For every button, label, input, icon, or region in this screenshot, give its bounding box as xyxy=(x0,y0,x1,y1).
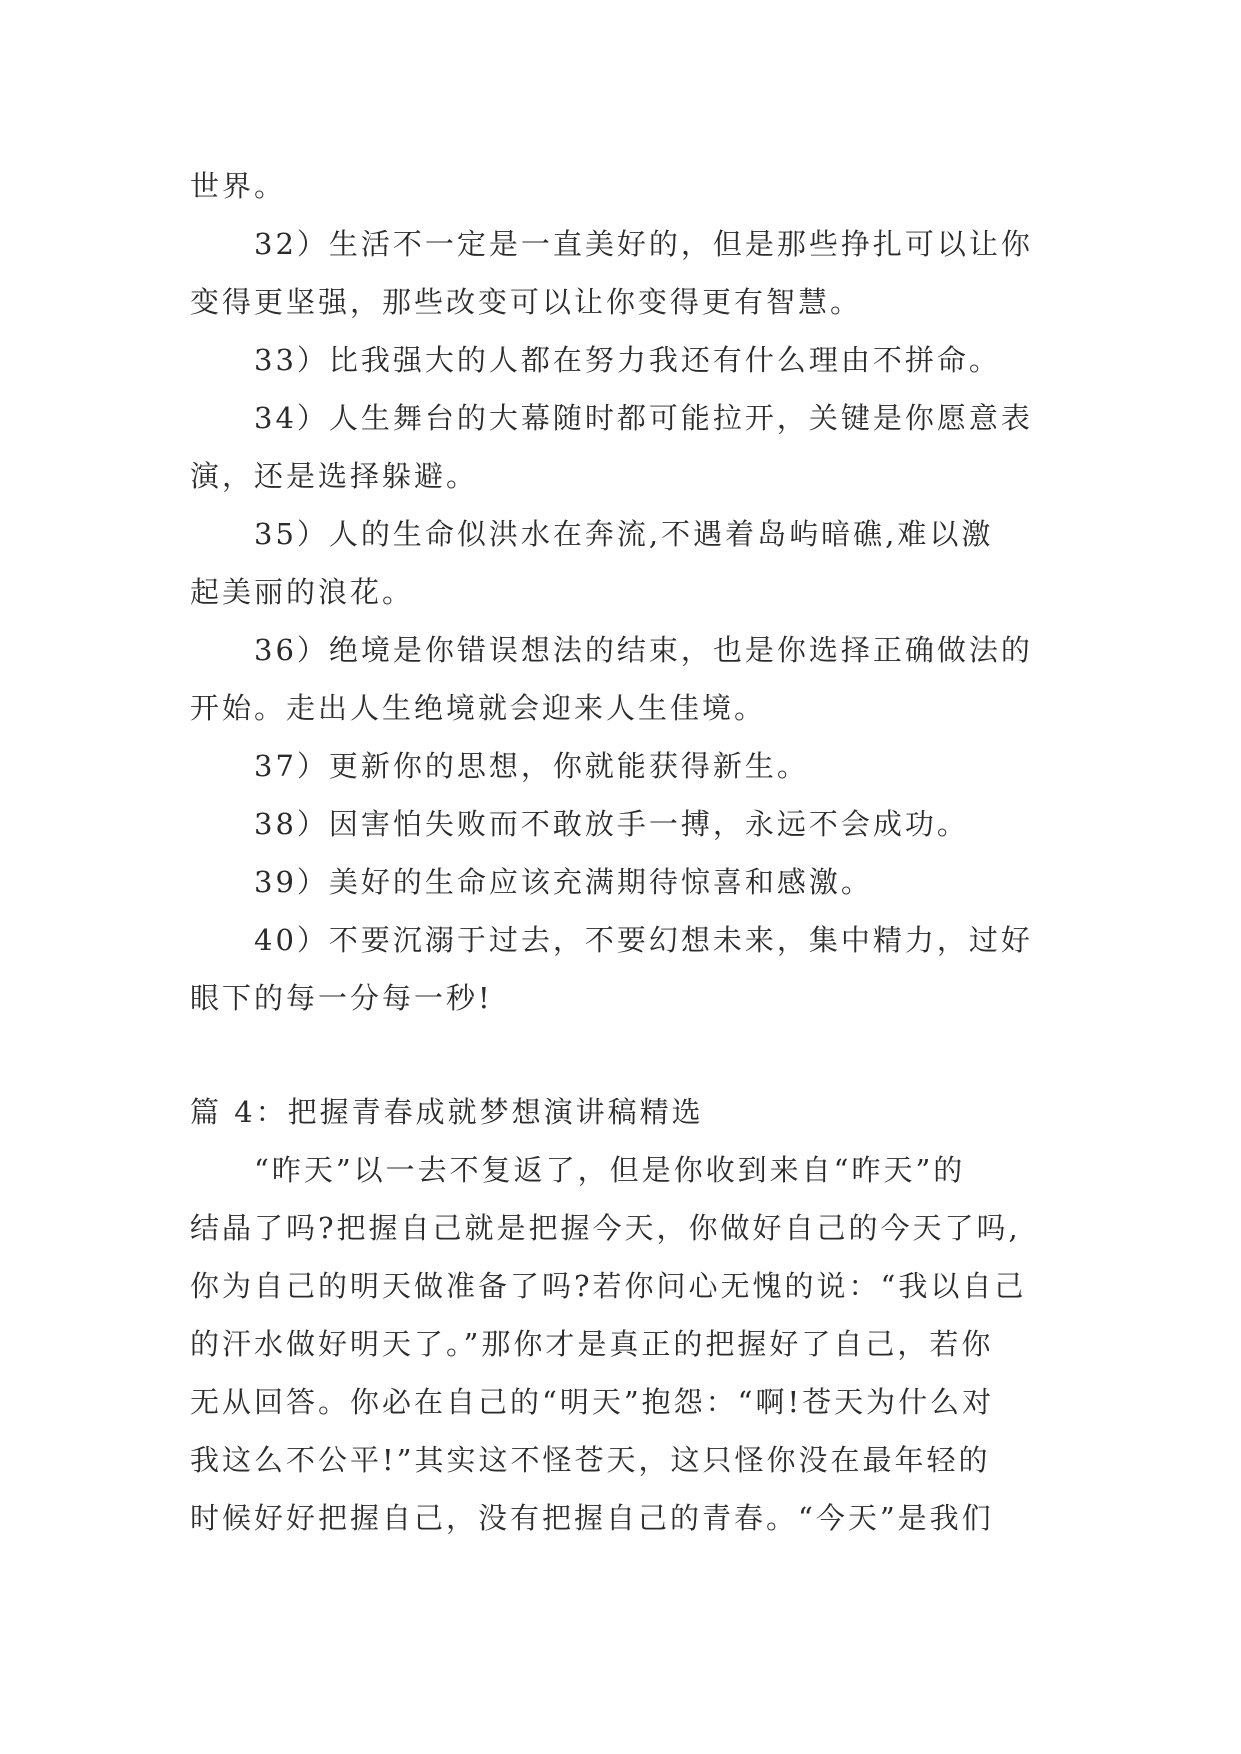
text-line: 世界。 xyxy=(190,169,287,203)
paragraph-line: 的汗水做好明天了。”那你才是真正的把握好了自己，若你 xyxy=(190,1327,994,1361)
text-line: 变得更坚强，那些改变可以让你变得更有智慧。 xyxy=(190,285,863,319)
list-item-33: 33）比我强大的人都在努力我还有什么理由不拼命。 xyxy=(254,343,1001,377)
list-item-35: 35）人的生命似洪水在奔流,不遇着岛屿暗礁,难以激 xyxy=(254,517,994,551)
paragraph-line: 无从回答。你必在自己的“明天”抱怨：“啊!苍天为什么对 xyxy=(190,1385,995,1419)
paragraph-line: 我这么不公平!”其实这不怪苍天，这只怪你没在最年轻的 xyxy=(190,1443,991,1477)
section-body xyxy=(190,1141,1060,1547)
list-item-34: 34）人生舞台的大幕随时都可能拉开，关键是你愿意表 xyxy=(254,401,1033,435)
section-heading: 篇 4：把握青春成就梦想演讲稿精选 xyxy=(190,1095,704,1129)
text-line: 眼下的每一分每一秒! xyxy=(190,981,493,1015)
list-section xyxy=(190,157,1060,1027)
text-line: 起美丽的浪花。 xyxy=(190,575,415,609)
list-item-40: 40）不要沉溺于过去，不要幻想未来，集中精力，过好 xyxy=(254,923,1033,957)
text-line: 开始。走出人生绝境就会迎来人生佳境。 xyxy=(190,691,767,725)
paragraph-line: 时候好好把握自己，没有把握自己的青春。“今天”是我们 xyxy=(190,1501,994,1535)
paragraph-line: 结晶了吗?把握自己就是把握今天，你做好自己的今天了吗, xyxy=(190,1211,1021,1245)
list-item-38: 38）因害怕失败而不敢放手一搏，永远不会成功。 xyxy=(254,807,969,841)
list-item-37: 37）更新你的思想，你就能获得新生。 xyxy=(254,749,809,783)
list-item-36: 36）绝境是你错误想法的结束，也是你选择正确做法的 xyxy=(254,633,1033,667)
list-item-32: 32）生活不一定是一直美好的，但是那些挣扎可以让你 xyxy=(254,227,1033,261)
text-line: 演，还是选择躲避。 xyxy=(190,459,479,493)
paragraph-line: “昨天”以一去不复返了，但是你收到来自“昨天”的 xyxy=(254,1153,966,1187)
paragraph-line: 你为自己的明天做准备了吗?若你问心无愧的说：“我以自己 xyxy=(190,1269,1027,1303)
list-item-39: 39）美好的生命应该充满期待惊喜和感激。 xyxy=(254,865,873,899)
